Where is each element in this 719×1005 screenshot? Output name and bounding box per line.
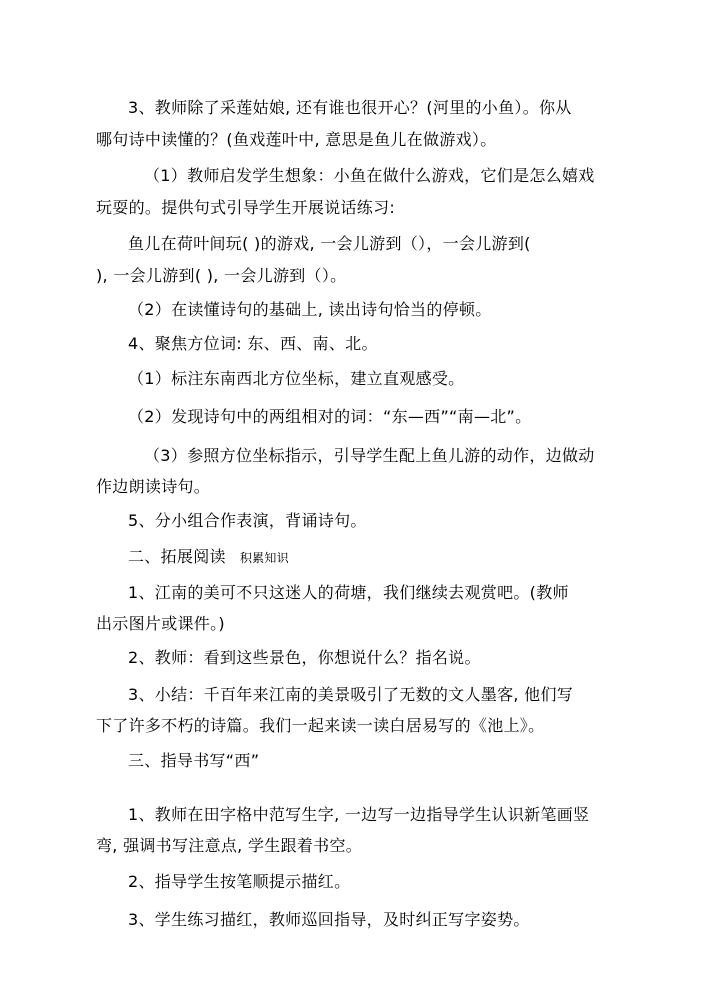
- para-4: 4、聚焦方位词: 东、西、南、北。: [128, 334, 378, 353]
- section-2-para-3-line-2: 下了许多不朽的诗篇。我们一起来读一读白居易写的《池上》。: [96, 716, 545, 735]
- section-3-heading: 三、指导书写“西”: [128, 751, 260, 770]
- section-2-para-2: 2、教师：看到这些景色，你想说什么？指名说。: [128, 648, 481, 667]
- para-4-1: （1）标注东南西北方位坐标，建立直观感受。: [128, 369, 465, 388]
- section-3-para-2: 2、指导学生按笔顺提示描红。: [128, 872, 351, 891]
- section-3-para-1-line-2: 弯, 强调书写注意点, 学生跟着书空。: [96, 836, 363, 855]
- para-4-3-line-1: （3）参照方位坐标指示，引导学生配上鱼儿游的动作，边做动: [144, 446, 595, 465]
- section-3-para-3: 3、学生练习描红，教师巡回指导，及时纠正写字姿势。: [128, 910, 530, 929]
- para-3-1-line-2: 玩耍的。提供句式引导学生开展说话练习:: [96, 198, 396, 217]
- para-4-3-line-2: 作边朗读诗句。: [96, 477, 211, 496]
- sentence-pattern-line-1: 鱼儿在荷叶间玩( )的游戏, 一会儿游到（），一会儿游到(: [128, 234, 531, 253]
- section-2-para-3-line-1: 3、小结：千百年来江南的美景吸引了无数的文人墨客, 他们写: [128, 685, 574, 704]
- section-2-title: 二、拓展阅读: [128, 547, 226, 566]
- section-2-subtitle: 积累知识: [239, 551, 290, 565]
- para-3-2: （2）在读懂诗句的基础上, 读出诗句恰当的停顿。: [128, 300, 492, 319]
- para-3-line-2: 哪句诗中读懂的？(鱼戏莲叶中, 意思是鱼儿在做游戏）。: [96, 130, 497, 149]
- para-3-line-1: 3、教师除了采莲姑娘, 还有谁也很开心？(河里的小鱼）。你从: [128, 98, 572, 117]
- section-2-para-1-line-2: 出示图片或课件。): [96, 614, 225, 633]
- sentence-pattern-line-2: ), 一会儿游到( ), 一会儿游到（）。: [96, 266, 347, 285]
- para-4-2: （2）发现诗句中的两组相对的词：“东—西”“南—北”。: [128, 407, 532, 426]
- section-2-para-1-line-1: 1、江南的美可不只这迷人的荷塘，我们继续去观赏吧。(教师: [128, 583, 569, 602]
- para-3-1-line-1: （1）教师启发学生想象：小鱼在做什么游戏，它们是怎么嬉戏: [144, 166, 595, 185]
- para-5: 5、分小组合作表演，背诵诗句。: [128, 511, 367, 530]
- section-2-heading: [128, 547, 289, 568]
- section-3-para-1-line-1: 1、教师在田字格中范写生字, 一边写一边指导学生认识新笔画竖: [128, 805, 590, 824]
